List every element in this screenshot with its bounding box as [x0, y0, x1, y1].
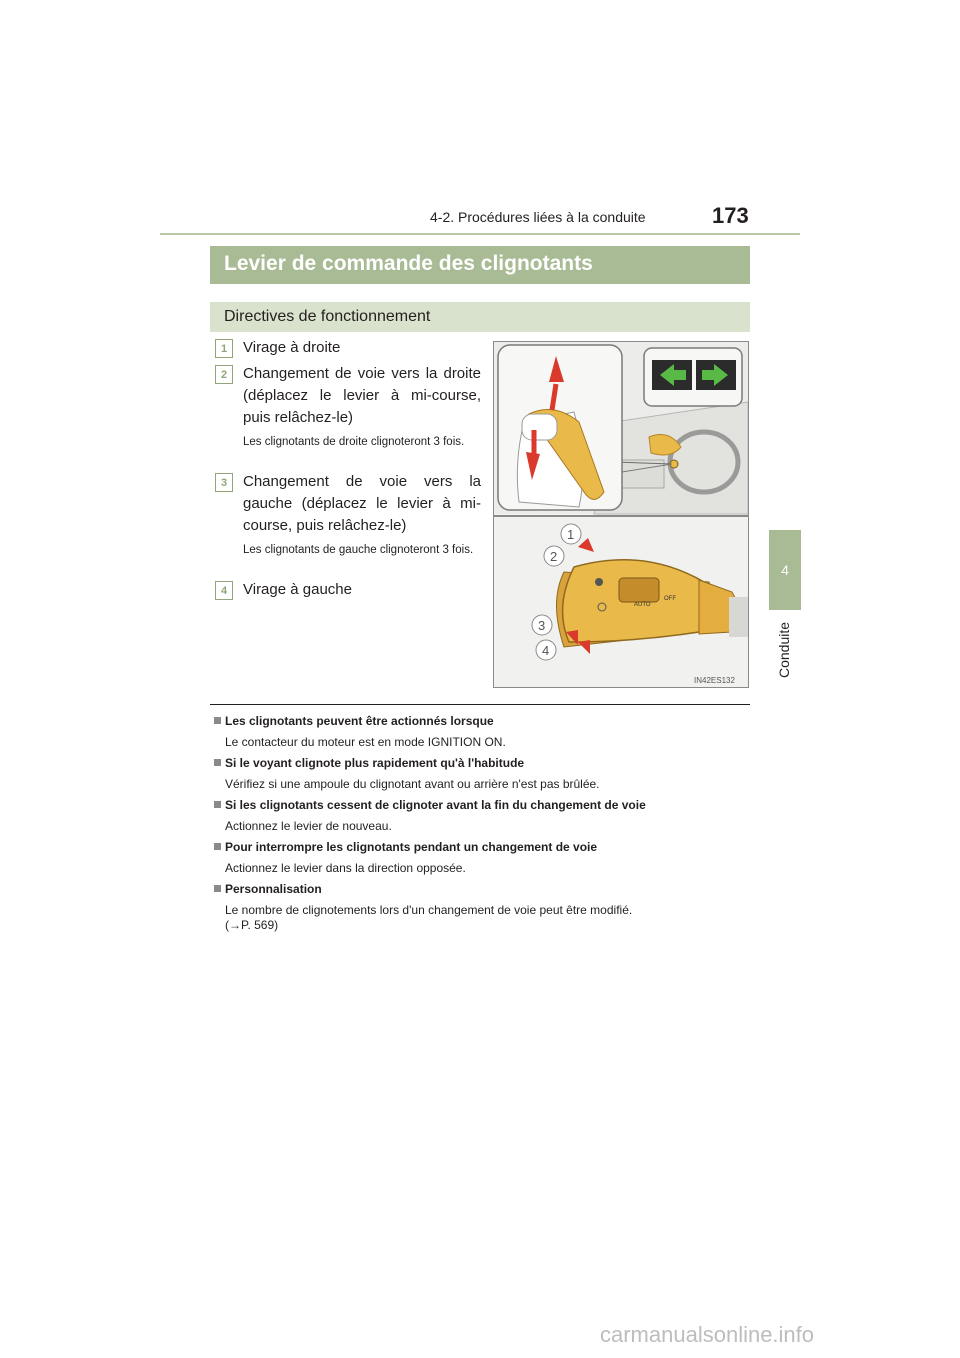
- step-number-1: 1: [215, 339, 233, 358]
- note-heading-1: Les clignotants peuvent être actionnés lorsque: [214, 714, 494, 728]
- lever-mark-auto: AUTO: [634, 602, 651, 608]
- illustration-svg: [494, 342, 748, 687]
- step-number-3: 3: [215, 473, 233, 492]
- note-bullet-icon: [214, 885, 221, 892]
- callout-1: 1: [567, 527, 575, 542]
- chapter-tab: 4: [769, 530, 801, 610]
- step-number-4: 4: [215, 581, 233, 600]
- callout-2: 2: [550, 549, 558, 564]
- callout-4: 4: [542, 643, 550, 658]
- note-heading-5: Personnalisation: [214, 882, 322, 896]
- running-header-section: 4-2. Procédures liées à la conduite: [430, 209, 646, 225]
- callout-3: 3: [538, 618, 546, 633]
- note-bullet-icon: [214, 759, 221, 766]
- section-title: Levier de commande des clignotants: [224, 252, 593, 275]
- lever-mark-off: OFF: [664, 596, 676, 602]
- note-heading-3: Si les clignotants cessent de clignoter avant la fin du changement de voie: [214, 798, 646, 812]
- step-note-3: Les clignotants de gauche clignoteront 3 fois.: [243, 544, 474, 556]
- note-body-5: Le nombre de clignotements lors d'un changement de voie peut être modifié.: [225, 903, 633, 917]
- note-body-2: Vérifiez si une ampoule du clignotant avant ou arrière n'est pas brûlée.: [225, 777, 600, 791]
- chapter-tab-label: Conduite: [776, 621, 792, 679]
- notes-rule: [210, 704, 750, 705]
- note-page-reference[interactable]: (→P. 569): [225, 918, 279, 932]
- note-bullet-icon: [214, 801, 221, 808]
- section-title-bar: [210, 246, 750, 284]
- step-number-2: 2: [215, 365, 233, 384]
- note-body-4: Actionnez le levier dans la direction opposée.: [225, 861, 466, 875]
- subsection-title: Directives de fonctionnement: [224, 308, 431, 325]
- note-heading-4: Pour interrompre les clignotants pendant un changement de voie: [214, 840, 597, 854]
- note-bullet-icon: [214, 843, 221, 850]
- header-rule: [160, 233, 800, 235]
- watermark: carmanualsonline.info: [600, 1322, 815, 1347]
- step-note-2: Les clignotants de droite clignoteront 3 fois.: [243, 436, 465, 448]
- illustration-code: IN42ES132: [694, 676, 735, 685]
- turn-signal-illustration: [493, 341, 749, 688]
- page-number: 173: [712, 203, 749, 228]
- note-bullet-icon: [214, 717, 221, 724]
- step-text-2: Changement de voie vers la droite (déplacez le levier à mi-course, puis relâchez-le): [243, 365, 481, 426]
- step-text-3: Changement de voie vers la gauche (déplacez le levier à mi-course, puis relâchez-le): [243, 473, 481, 534]
- subsection-title-bar: [210, 302, 750, 332]
- note-heading-2: Si le voyant clignote plus rapidement qu'à l'habitude: [214, 756, 524, 770]
- note-body-1: Le contacteur du moteur est en mode IGNITION ON.: [225, 735, 506, 749]
- step-text-1: Virage à droite: [243, 339, 341, 356]
- note-body-3: Actionnez le levier de nouveau.: [225, 819, 392, 833]
- step-text-4: Virage à gauche: [243, 581, 352, 598]
